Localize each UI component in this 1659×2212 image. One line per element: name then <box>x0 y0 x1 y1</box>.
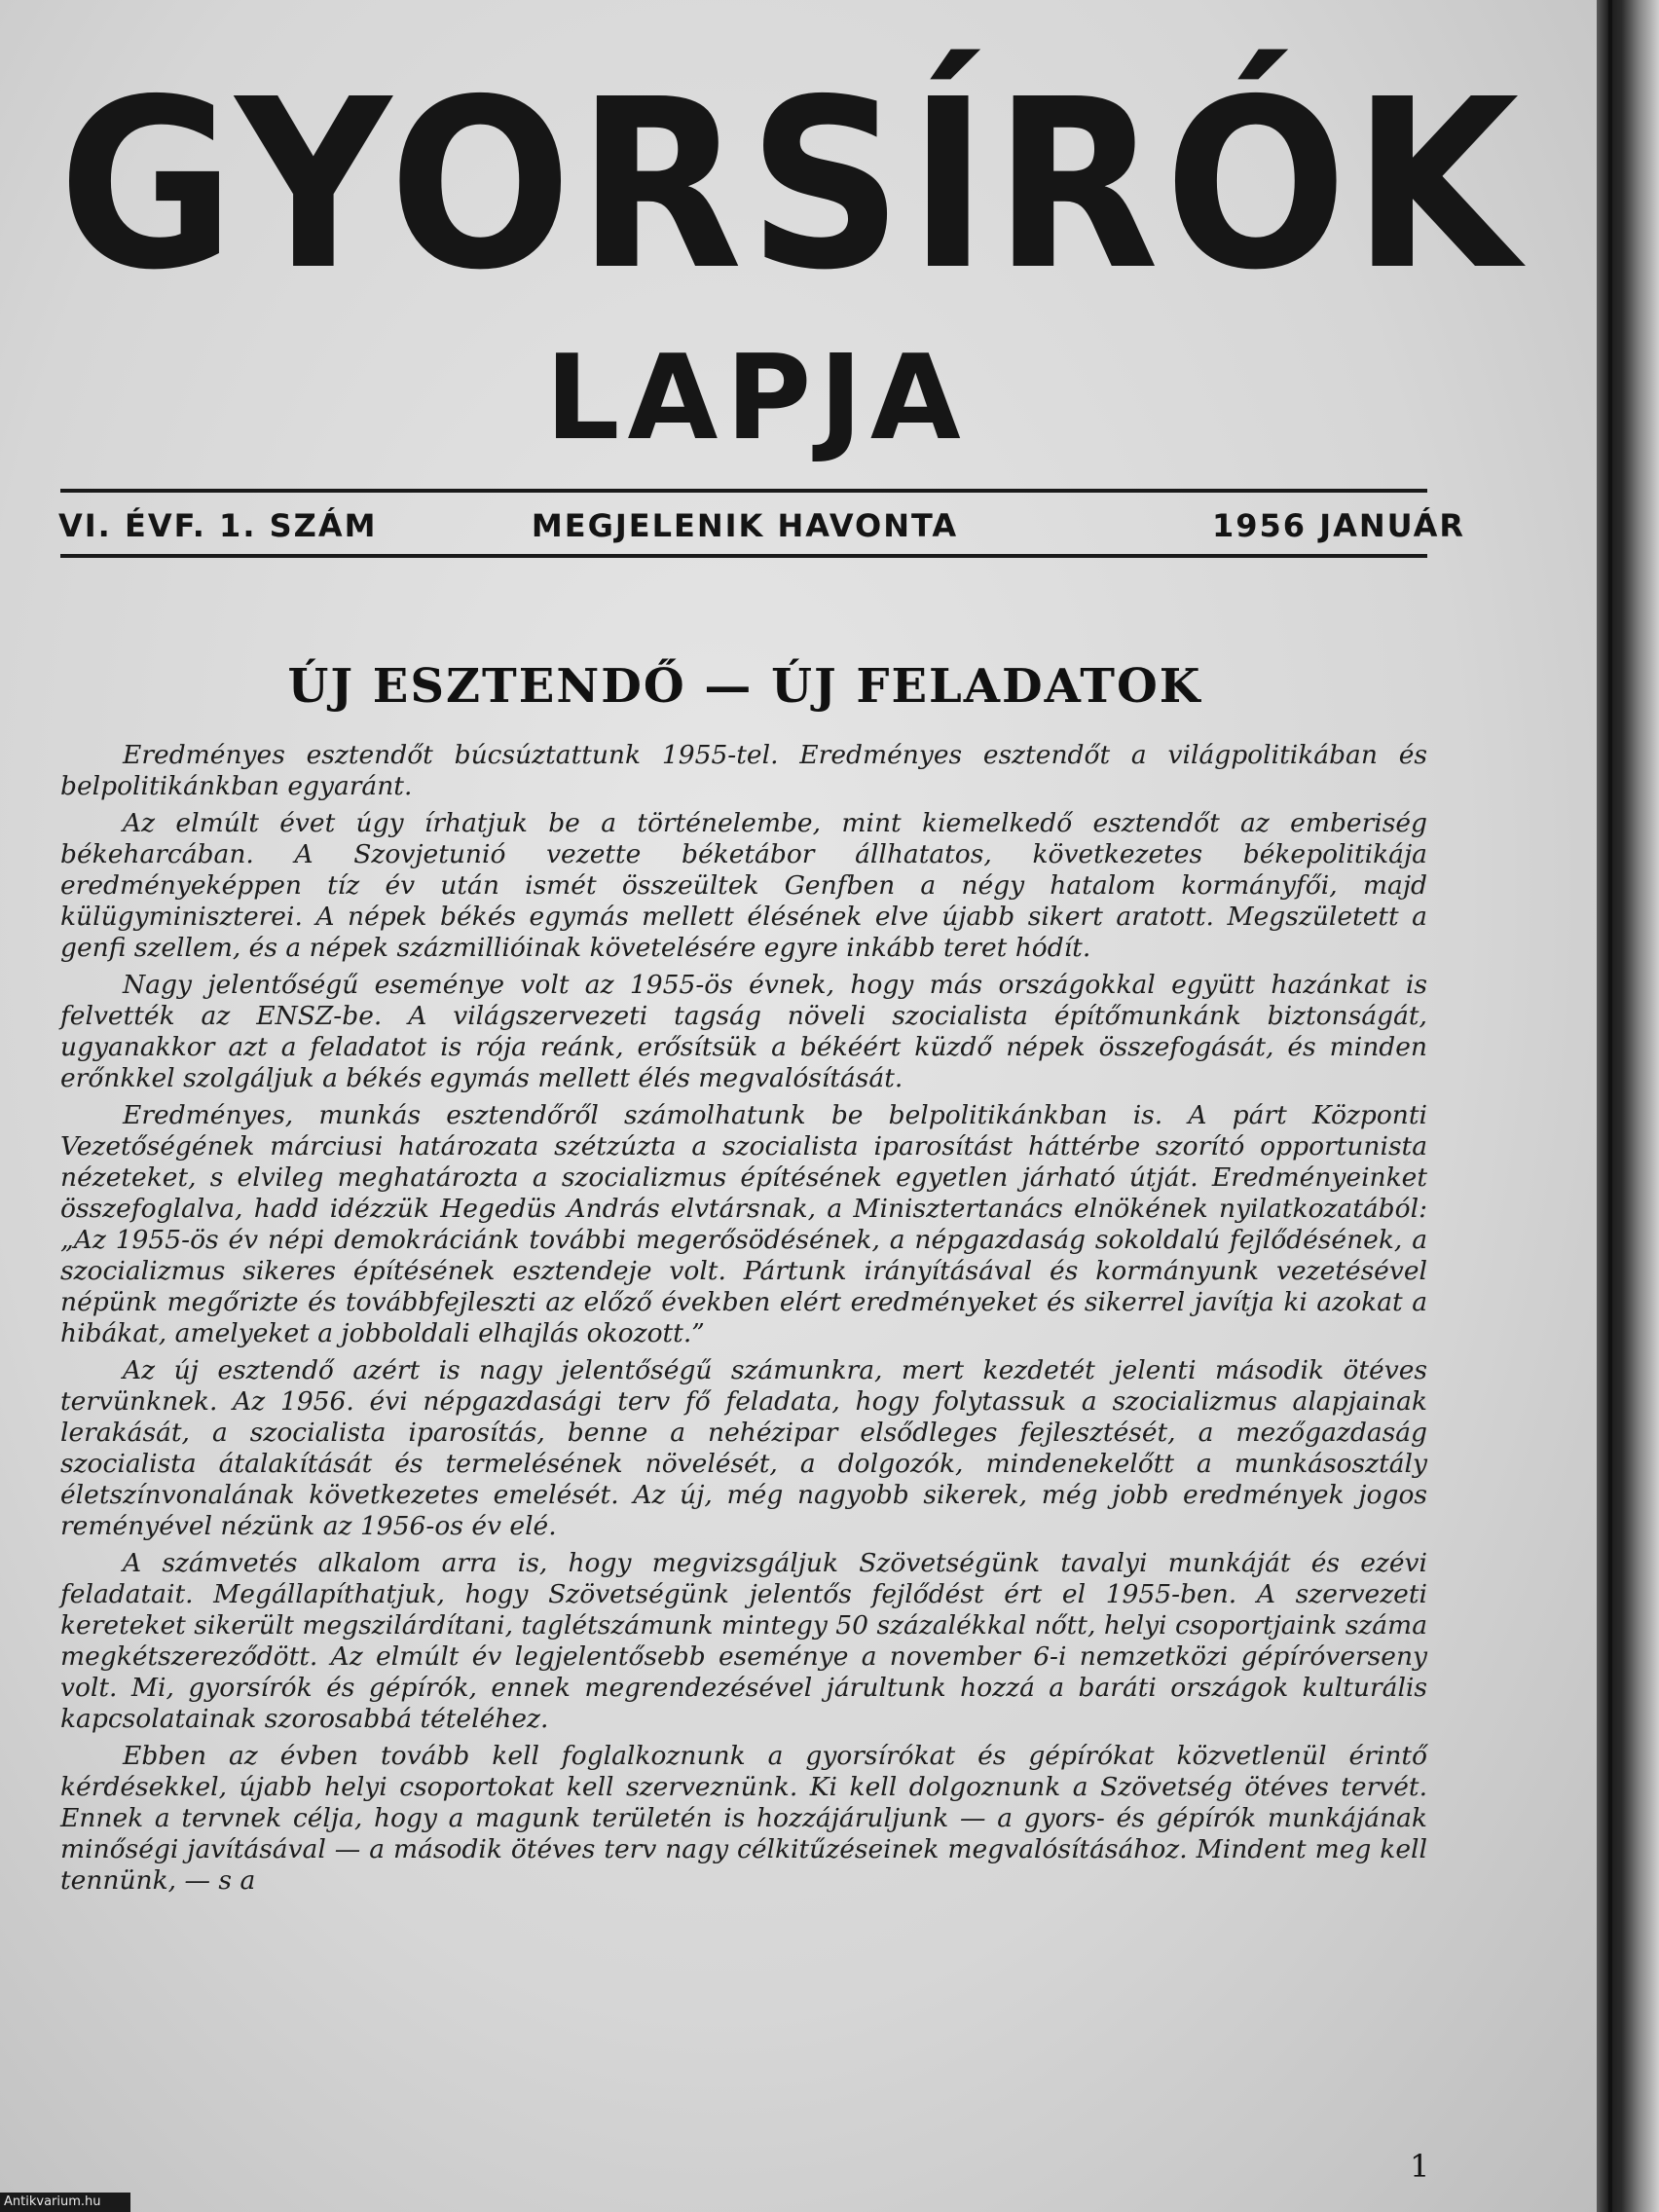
issue-date: 1956 JANUÁR <box>1212 507 1466 544</box>
article-paragraph: Ebben az évben tovább kell foglalkoznunk a gyorsírókat és gépírókat közvetlenül érintő kérdésekkel, újabb helyi csoportokat kell szerveznünk. Ki kell dolgoznunk a Szövetség ötéves tervét. Ennek a tervnek célja, hogy a magunk területén is hozzájáruljunk — a gyors- és gépírók munkájának minőségi javításával — a második ötéves terv nagy célkitűzéseinek megvalósításához. Mindent meg kell tennünk, — s a <box>60 1741 1427 1896</box>
issue-volume: VI. ÉVF. 1. SZÁM <box>58 507 378 544</box>
article-paragraph: Eredményes esztendőt búcsúztattunk 1955-tel. Eredményes esztendőt a világpolitikában és belpolitikánkban egyaránt. <box>60 740 1427 801</box>
masthead-subtitle: LAPJA <box>545 331 969 466</box>
article-title: ÚJ ESZTENDŐ — ÚJ FELADATOK <box>287 659 1202 714</box>
article-body <box>60 740 1427 1902</box>
article-paragraph: Az elmúlt évet úgy írhatjuk be a történelembe, mint kiemelkedő esztendőt az emberiség békeharcában. A Szovjetunió vezette béketábor állhatatos, következetes békepolitikája eredményeképpen tíz év után ismét összeültek Genfben a négy hatalom kormányfői, majd külügyminiszterei. A népek békés egymás mellett élésének elve újabb sikert aratott. Megszületett a genfi szellem, és a népek százmillióinak követelésére egyre inkább teret hódít. <box>60 808 1427 963</box>
article-paragraph: Az új esztendő azért is nagy jelentőségű számunkra, mert kezdetét jelenti második ötéves tervünknek. Az 1956. évi népgazdasági terv fő feladata, hogy folytassuk a szocializmus alapjainak lerakását, a szocialista iparosítás, benne a nehézipar elsődleges fejlesztését, a mezőgazdaság szocialista átalakítását és termelésének növelését, a dolgozók, mindenekelőtt a munkásosztály életszínvonalának következetes emelését. Az új, még nagyobb sikerek, még jobb eredmények jogos reményével nézünk az 1956-os év elé. <box>60 1355 1427 1541</box>
binding-edge <box>1597 0 1659 2212</box>
masthead-title: GYORSÍRÓK <box>58 49 1525 321</box>
watermark-label: Antikvarium.hu <box>0 2193 130 2212</box>
article-paragraph: Nagy jelentőségű eseménye volt az 1955-ös évnek, hogy más országokkal együtt hazánkat is felvették az ENSZ-be. A világszervezeti tagság növeli szocialista építőmunkánk biztonságát, ugyanakkor azt a feladatot is rója reánk, erősítsük a békéért küzdő népek összefogását, és minden erőnkkel szolgáljuk a békés egymás mellett élés megvalósítását. <box>60 970 1427 1093</box>
article-paragraph: Eredményes, munkás esztendőről számolhatunk be belpolitikánkban is. A párt Központi Vezetőségének márciusi határozata szétzúzta a szocialista iparosítást háttérbe szorító opportunista nézeteket, s elvileg meghatározta a szocializmus építésének egyetlen járható útját. Eredményeinket összefoglalva, hadd idézzük Hegedüs András elvtársnak, a Minisztertanács elnökének nyilatkozatából: „Az 1955-ös év népi demokráciánk további megerősödésének, a népgazdaság sokoldalú fejlődésének, a szocializmus sikeres építésének esztendeje volt. Pártunk irányításával és kormányunk vezetésével népünk megőrizte és továbbfejleszti az előző években elért eredményeket és sikerrel javítja ki azokat a hibákat, amelyeket a jobboldali elhajlás okozott.” <box>60 1100 1427 1348</box>
issue-frequency: MEGJELENIK HAVONTA <box>531 507 959 544</box>
bottom-rule <box>60 554 1427 558</box>
top-rule <box>60 489 1427 493</box>
article-paragraph: A számvetés alkalom arra is, hogy megvizsgáljuk Szövetségünk tavalyi munkáját és ezévi feladatait. Megállapíthatjuk, hogy Szövetségünk jelentős fejlődést ért el 1955-ben. A szervezeti kereteket sikerült megszilárdítani, taglétszámunk mintegy 50 százalékkal nőtt, helyi csoportjaink száma megkétszereződött. Az elmúlt év legjelentősebb eseménye a november 6-i nemzetközi gépíróverseny volt. Mi, gyorsírók és gépírók, ennek megrendezésével járultunk hozzá a baráti országok kulturális kapcsolatainak szorosabbá tételéhez. <box>60 1548 1427 1734</box>
binding-line <box>1608 0 1612 2212</box>
page-number: 1 <box>1410 2148 1430 2185</box>
